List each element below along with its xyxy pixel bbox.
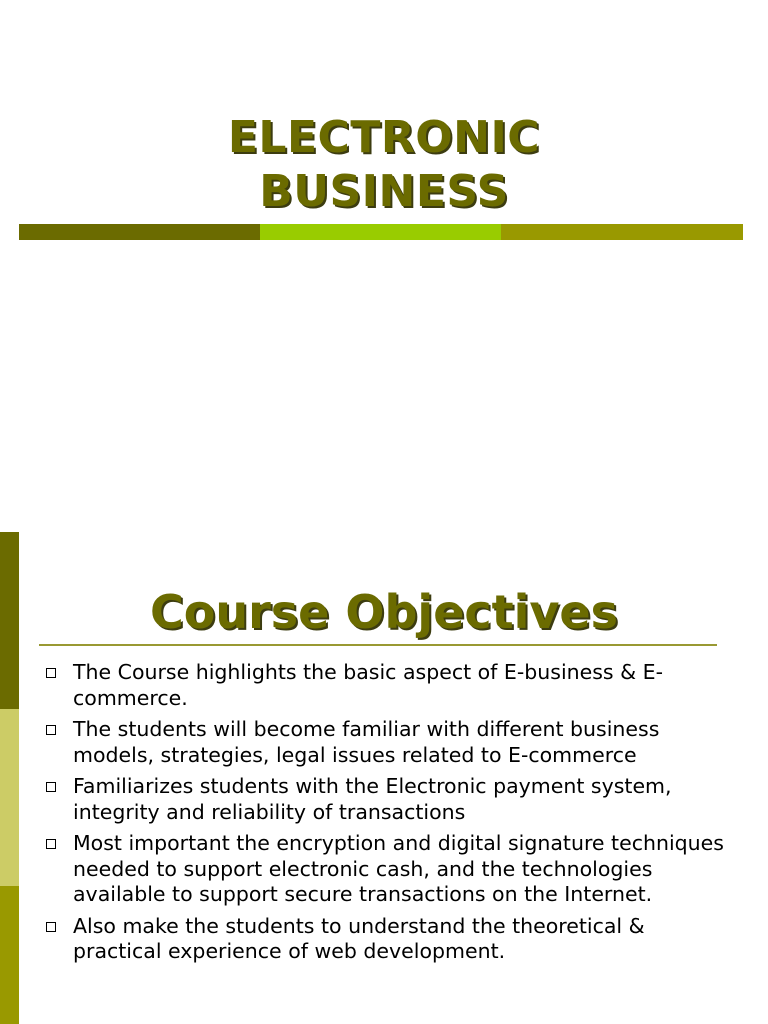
list-item (46, 831, 726, 908)
hollow-square-icon (46, 725, 56, 735)
hollow-square-icon (46, 839, 56, 849)
list-item (46, 660, 726, 711)
list-item (46, 914, 726, 965)
hollow-square-icon (46, 668, 56, 678)
side-bar-light-olive (0, 709, 19, 886)
list-item-text: The Course highlights the basic aspect of E-business & E-commerce. (73, 660, 663, 710)
decorative-stripe-dark-olive (19, 224, 260, 240)
list-item (46, 717, 726, 768)
hollow-square-icon (46, 782, 56, 792)
slide-title-line-2: BUSINESS (259, 166, 509, 217)
decorative-stripe-lime (260, 224, 501, 240)
list-item-text: The students will become familiar with different business models, strategies, legal issues related to E-commerce (73, 717, 660, 767)
slide-title: Course Objectives (150, 585, 618, 639)
list-item-text: Also make the students to understand the theoretical & practical experience of web development. (73, 913, 645, 963)
list-item-text: Most important the encryption and digital signature techniques needed to support electronic cash, and the technologies available to support secure transactions on the Internet. (73, 831, 724, 906)
objectives-list (46, 660, 726, 971)
list-item-text: Familiarizes students with the Electronic payment system, integrity and reliability of transactions (73, 774, 672, 824)
slide-title-line-1: ELECTRONIC (227, 112, 541, 163)
list-item (46, 774, 726, 825)
decorative-stripe-olive (501, 224, 743, 240)
objectives-slide (0, 530, 768, 1024)
hollow-square-icon (46, 922, 56, 932)
side-bar-olive (0, 886, 19, 1024)
title-divider (39, 644, 717, 646)
